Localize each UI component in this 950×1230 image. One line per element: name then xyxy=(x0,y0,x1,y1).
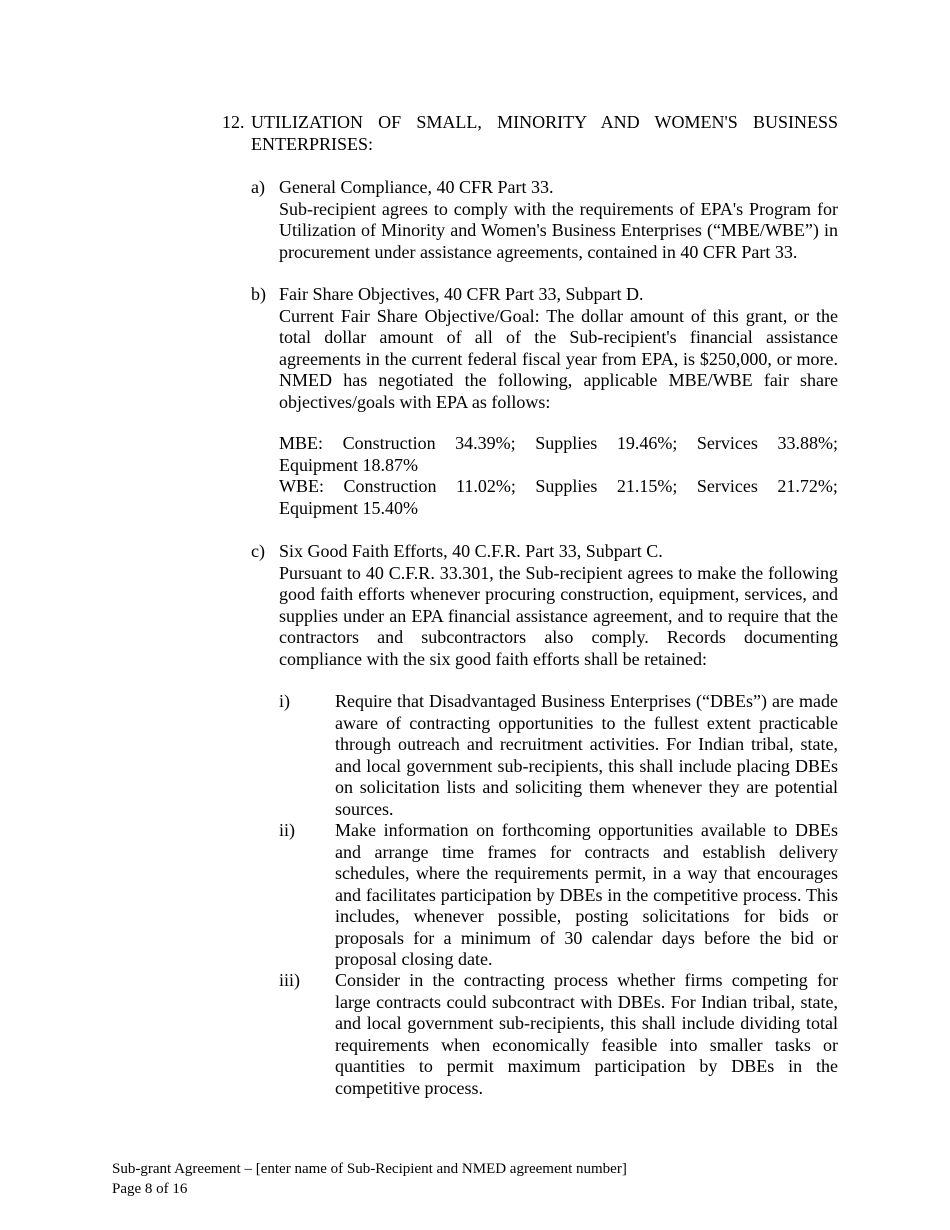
wbe-supplies-label: Supplies xyxy=(535,476,598,496)
wbe-label: WBE: xyxy=(279,476,324,496)
mbe-label: MBE: xyxy=(279,433,324,453)
wbe-equipment-line: Equipment 15.40% xyxy=(279,497,418,518)
wbe-supplies-value: 21.15%; xyxy=(616,476,678,496)
wbe-construction-label: Construction xyxy=(343,476,437,496)
item-i-text: Require that Disadvantaged Business Enterprises (“DBEs”) are made aware of contracting opportunities to the fullest extent practicable through outreach and recruitment activities. For Indian tribal, state, and local government sub-recipients, this shall include placing DBEs on solicitation lists and soliciting them whenever they are potential sources. xyxy=(335,691,838,819)
subsection-c-label: c) xyxy=(251,541,265,561)
subsection-a xyxy=(279,177,838,263)
page-footer xyxy=(112,1160,627,1199)
mbe-construction-value: 34.39%; xyxy=(455,433,516,453)
mbe-supplies-label: Supplies xyxy=(535,433,598,453)
mbe-services-value: 33.88%; xyxy=(777,433,838,453)
item-i-label: i) xyxy=(279,691,290,711)
subsection-c xyxy=(279,541,838,670)
item-iii-text: Consider in the contracting process whether firms competing for large contracts could subcontract with DBEs. For Indian tribal, state, and local government sub-recipients, this shall include dividing total requirements when economically feasible into smaller tasks or quantities to permit maximum participation by DBEs in the competitive process. xyxy=(335,970,838,1098)
mbe-supplies-value: 19.46%; xyxy=(616,433,678,453)
wbe-services-label: Services xyxy=(696,476,758,496)
subsection-b xyxy=(279,284,838,413)
footer-agreement-line: Sub-grant Agreement – [enter name of Sub-Recipient and NMED agreement number] xyxy=(112,1161,627,1177)
footer-page-number: Page 8 of 16 xyxy=(112,1180,188,1197)
mbe-construction-label: Construction xyxy=(342,433,436,453)
wbe-goals-line xyxy=(279,476,838,498)
item-iii-label: iii) xyxy=(279,970,300,990)
item-ii-text: Make information on forthcoming opportunities available to DBEs and arrange time frames for contracts and establish delivery schedules, where the requirements permit, in a way that encourages and facilitates participation by DBEs in the competitive process. This includes, whenever possible, posting solicitations for bids or proposals for a minimum of 30 calendar days before the bid or proposal closing date. xyxy=(335,820,838,969)
wbe-construction-value: 11.02%; xyxy=(456,476,516,496)
subsection-b-title: Fair Share Objectives, 40 CFR Part 33, Subpart D. xyxy=(279,284,644,304)
subsection-b-label: b) xyxy=(251,284,266,304)
subsection-a-title: General Compliance, 40 CFR Part 33. xyxy=(279,177,554,197)
item-ii-label: ii) xyxy=(279,820,295,840)
mbe-equipment-line: Equipment 18.87% xyxy=(279,454,418,475)
subsection-a-body: Sub-recipient agrees to comply with the requirements of EPA's Program for Utilization of Minority and Women's Business Enterprises (“MBE/WBE”) in procurement under assistance agreements, contained in 40 CFR Part 33. xyxy=(279,198,838,262)
wbe-services-value: 21.72%; xyxy=(777,476,838,496)
section-heading: UTILIZATION OF SMALL, MINORITY AND WOMEN'S BUSINESS ENTERPRISES: xyxy=(251,112,838,154)
subsection-b-body: Current Fair Share Objective/Goal: The dollar amount of this grant, or the total dollar amount of all of the Sub-recipient's financial assistance agreements in the current federal fiscal year from EPA, is $250,000, or more. NMED has negotiated the following, applicable MBE/WBE fair share objectives/goals with EPA as follows: xyxy=(279,305,838,412)
mbe-goals-line xyxy=(279,433,838,455)
subsection-c-body: Pursuant to 40 C.F.R. 33.301, the Sub-recipient agrees to make the following good faith efforts whenever procuring construction, equipment, services, and supplies under an EPA financial assistance agreement, and to require that the contractors and subcontractors also comply. Records documenting compliance with the six good faith efforts shall be retained: xyxy=(279,562,838,669)
fair-share-goals xyxy=(279,433,838,519)
subsection-c-title: Six Good Faith Efforts, 40 C.F.R. Part 33, Subpart C. xyxy=(279,541,663,561)
mbe-services-label: Services xyxy=(696,433,758,453)
subsection-a-label: a) xyxy=(251,177,265,197)
section-number: 12. xyxy=(222,112,245,132)
